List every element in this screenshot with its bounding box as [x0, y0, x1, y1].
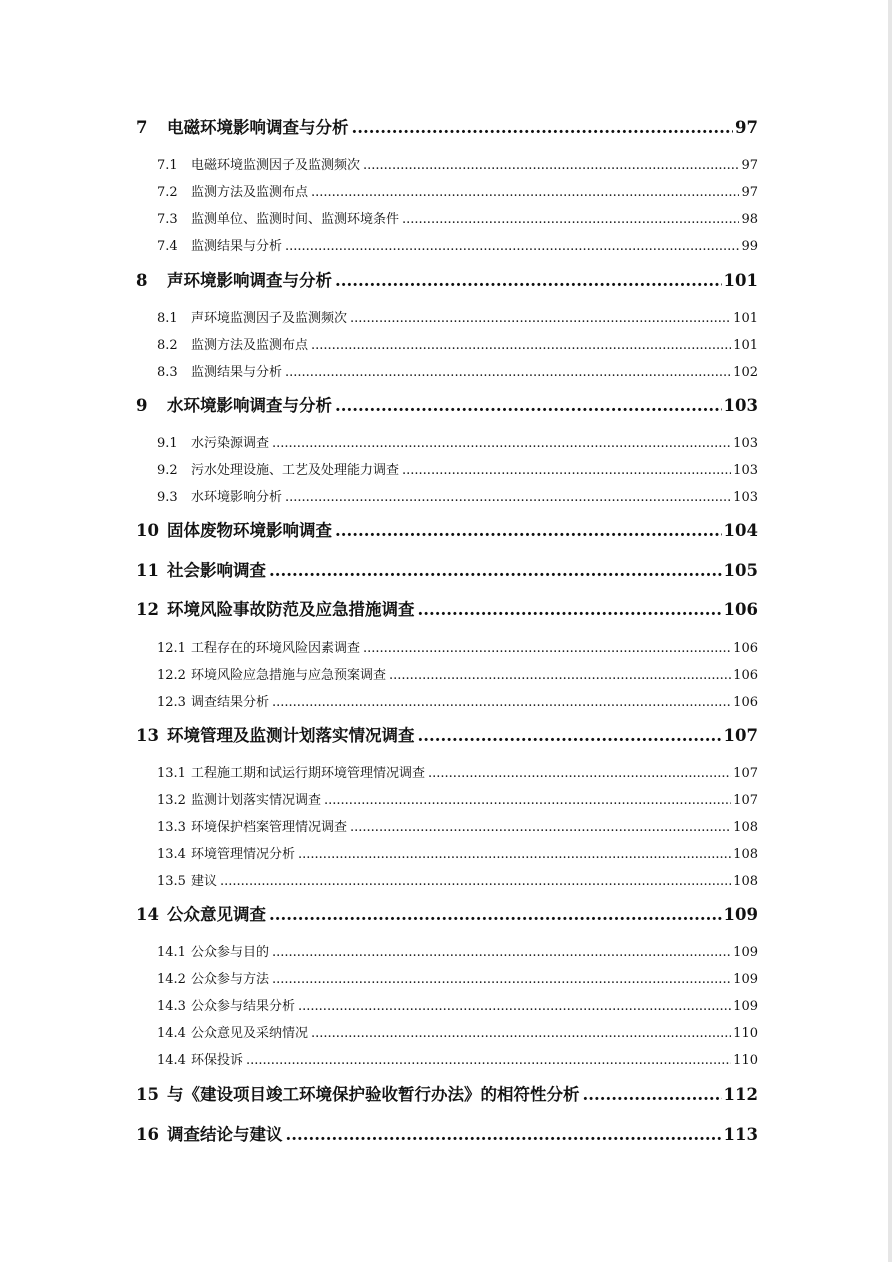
toc-entry-page: 109 — [723, 905, 758, 924]
toc-entry-page: 103 — [733, 436, 758, 451]
toc-entry-title: 环境风险应急措施与应急预案调查 — [191, 668, 387, 683]
toc-entry-16[interactable] — [136, 1121, 758, 1145]
toc-entry-title: 公众意见调查 — [167, 905, 266, 924]
toc-entry-number: 14.4 — [157, 1053, 186, 1068]
toc-entry-title: 声环境影响调查与分析 — [167, 271, 332, 290]
toc-entry-number: 7 — [136, 118, 148, 137]
toc-entry-7-2[interactable] — [157, 181, 758, 201]
toc-entry-page: 97 — [741, 158, 758, 173]
toc-entry-page: 113 — [723, 1125, 758, 1144]
toc-entry-page: 110 — [733, 1053, 758, 1068]
dot-leader — [246, 1053, 731, 1068]
toc-entry-title: 声环境监测因子及监测频次 — [191, 311, 348, 326]
toc-entry-number: 10 — [136, 521, 159, 540]
toc-entry-page: 106 — [733, 695, 758, 710]
toc-entry-title: 监测单位、监测时间、监测环境条件 — [191, 212, 400, 227]
toc-entry-8-3[interactable] — [157, 361, 758, 381]
dot-leader — [583, 1085, 722, 1104]
toc-entry-number: 9.2 — [157, 463, 178, 478]
toc-entry-number: 13 — [136, 726, 159, 745]
toc-entry-title: 水环境影响分析 — [191, 490, 283, 505]
toc-entry-13-4[interactable] — [157, 843, 758, 863]
toc-entry-number: 14.1 — [157, 945, 186, 960]
toc-entry-13[interactable] — [136, 722, 758, 746]
toc-entry-title: 水污染源调查 — [191, 436, 270, 451]
toc-entry-title: 监测结果与分析 — [191, 365, 283, 380]
toc-entry-title: 公众参与目的 — [191, 945, 270, 960]
dot-leader — [389, 668, 731, 683]
toc-entry-number: 15 — [136, 1085, 159, 1104]
dot-leader — [272, 972, 731, 987]
dot-leader — [220, 874, 731, 889]
toc-entry-title: 电磁环境影响调查与分析 — [167, 118, 349, 137]
toc-entry-title: 污水处理设施、工艺及处理能力调查 — [191, 463, 400, 478]
toc-entry-number: 12.3 — [157, 695, 186, 710]
dot-leader — [298, 847, 731, 862]
toc-entry-number: 8 — [136, 271, 148, 290]
toc-entry-number: 9 — [136, 396, 148, 415]
dot-leader — [311, 185, 739, 200]
toc-entry-14-4[interactable] — [157, 1022, 758, 1042]
toc-entry-page: 108 — [733, 874, 758, 889]
toc-entry-12[interactable] — [136, 596, 758, 620]
toc-entry-title: 社会影响调查 — [167, 561, 266, 580]
toc-entry-title: 环境风险事故防范及应急措施调查 — [167, 600, 415, 619]
toc-entry-12-3[interactable] — [157, 691, 758, 711]
toc-entry-9-3[interactable] — [157, 486, 758, 506]
toc-entry-number: 14.2 — [157, 972, 186, 987]
toc-entry-title: 环保投诉 — [191, 1053, 244, 1068]
dot-leader — [363, 641, 731, 656]
toc-entry-number: 13.1 — [157, 766, 186, 781]
dot-leader — [402, 463, 731, 478]
dot-leader — [269, 905, 722, 924]
toc-entry-title: 公众参与结果分析 — [191, 999, 296, 1014]
toc-entry-number: 8.1 — [157, 311, 178, 326]
dot-leader — [350, 311, 731, 326]
toc-entry-12-2[interactable] — [157, 664, 758, 684]
toc-entry-number: 8.3 — [157, 365, 178, 380]
toc-entry-page: 106 — [723, 600, 758, 619]
toc-entry-title: 公众意见及采纳情况 — [191, 1026, 309, 1041]
toc-entry-page: 98 — [741, 212, 758, 227]
toc-entry-number: 14.4 — [157, 1026, 186, 1041]
toc-entry-number: 16 — [136, 1125, 159, 1144]
dot-leader — [335, 396, 722, 415]
toc-entry-13-2[interactable] — [157, 789, 758, 809]
toc-entry-11[interactable] — [136, 557, 758, 581]
dot-leader — [402, 212, 739, 227]
toc-entry-13-3[interactable] — [157, 816, 758, 836]
toc-entry-page: 103 — [733, 490, 758, 505]
toc-entry-15[interactable] — [136, 1081, 758, 1105]
toc-entry-page: 108 — [733, 820, 758, 835]
dot-leader — [269, 561, 722, 580]
toc-entry-number: 9.1 — [157, 436, 178, 451]
toc-entry-title: 环境管理情况分析 — [191, 847, 296, 862]
toc-entry-number: 12.1 — [157, 641, 186, 656]
toc-entry-title: 监测方法及监测布点 — [191, 185, 309, 200]
toc-entry-13-5[interactable] — [157, 870, 758, 890]
toc-entry-number: 8.2 — [157, 338, 178, 353]
toc-entry-title: 建议 — [191, 874, 218, 889]
toc-entry-number: 13.3 — [157, 820, 186, 835]
toc-entry-page: 104 — [723, 521, 758, 540]
toc-entry-page: 101 — [733, 311, 758, 326]
toc-entry-page: 107 — [723, 726, 758, 745]
toc-entry-page: 112 — [723, 1085, 758, 1104]
dot-leader — [418, 600, 722, 619]
toc-entry-title: 固体废物环境影响调查 — [167, 521, 332, 540]
dot-leader — [298, 999, 731, 1014]
toc-entry-14-4-b[interactable] — [157, 1049, 758, 1069]
dot-leader — [272, 695, 731, 710]
toc-entry-13-1[interactable] — [157, 762, 758, 782]
dot-leader — [324, 793, 731, 808]
dot-leader — [428, 766, 731, 781]
toc-entry-title: 监测方法及监测布点 — [191, 338, 309, 353]
toc-entry-title: 监测计划落实情况调查 — [191, 793, 322, 808]
dot-leader — [335, 271, 722, 290]
toc-entry-page: 103 — [723, 396, 758, 415]
toc-entry-7[interactable] — [136, 114, 758, 138]
dot-leader — [352, 118, 734, 137]
dot-leader — [418, 726, 722, 745]
dot-leader — [350, 820, 731, 835]
toc-entry-page: 106 — [733, 641, 758, 656]
dot-leader — [286, 1125, 722, 1144]
toc-entry-page: 107 — [733, 766, 758, 781]
toc-entry-page: 101 — [733, 338, 758, 353]
dot-leader — [272, 945, 731, 960]
toc-entry-title: 与《建设项目竣工环境保护验收暂行办法》的相符性分析 — [167, 1085, 580, 1104]
toc-entry-title: 监测结果与分析 — [191, 239, 283, 254]
toc-entry-title: 环境保护档案管理情况调查 — [191, 820, 348, 835]
dot-leader — [285, 239, 739, 254]
toc-entry-12-1[interactable] — [157, 637, 758, 657]
toc-entry-14-3[interactable] — [157, 995, 758, 1015]
toc-entry-number: 7.1 — [157, 158, 178, 173]
toc-entry-8-1[interactable] — [157, 307, 758, 327]
toc-entry-8-2[interactable] — [157, 334, 758, 354]
toc-entry-number: 9.3 — [157, 490, 178, 505]
toc-entry-number: 14 — [136, 905, 159, 924]
dot-leader — [285, 365, 731, 380]
toc-entry-7-3[interactable] — [157, 208, 758, 228]
toc-entry-number: 12 — [136, 600, 159, 619]
dot-leader — [335, 521, 722, 540]
toc-entry-14-2[interactable] — [157, 968, 758, 988]
toc-entry-title: 工程施工期和试运行期环境管理情况调查 — [191, 766, 426, 781]
toc-entry-page: 108 — [733, 847, 758, 862]
toc-entry-page: 109 — [733, 972, 758, 987]
toc-entry-title: 调查结论与建议 — [167, 1125, 283, 1144]
toc-entry-title: 公众参与方法 — [191, 972, 270, 987]
toc-entry-title: 水环境影响调查与分析 — [167, 396, 332, 415]
dot-leader — [363, 158, 739, 173]
toc-entry-14[interactable] — [136, 901, 758, 925]
toc-entry-number: 7.2 — [157, 185, 178, 200]
toc-entry-number: 13.4 — [157, 847, 186, 862]
dot-leader — [285, 490, 731, 505]
toc-entry-9-2[interactable] — [157, 459, 758, 479]
toc-entry-page: 107 — [733, 793, 758, 808]
toc-entry-page: 97 — [735, 118, 758, 137]
toc-entry-page: 101 — [723, 271, 758, 290]
toc-entry-7-4[interactable] — [157, 235, 758, 255]
toc-entry-title: 工程存在的环境风险因素调查 — [191, 641, 361, 656]
toc-entry-page: 97 — [741, 185, 758, 200]
toc-entry-page: 102 — [733, 365, 758, 380]
toc-entry-number: 13.2 — [157, 793, 186, 808]
toc-entry-8[interactable] — [136, 267, 758, 291]
toc-entry-page: 99 — [741, 239, 758, 254]
toc-entry-page: 110 — [733, 1026, 758, 1041]
toc-entry-number: 11 — [136, 561, 159, 580]
toc-entry-number: 7.4 — [157, 239, 178, 254]
toc-entry-title: 环境管理及监测计划落实情况调查 — [167, 726, 415, 745]
toc-entry-title: 电磁环境监测因子及监测频次 — [191, 158, 361, 173]
toc-entry-page: 109 — [733, 945, 758, 960]
toc-entry-9[interactable] — [136, 392, 758, 416]
toc-entry-14-1[interactable] — [157, 941, 758, 961]
toc-entry-page: 106 — [733, 668, 758, 683]
toc-entry-10[interactable] — [136, 517, 758, 541]
toc-entry-page: 109 — [733, 999, 758, 1014]
toc-entry-title: 调查结果分析 — [191, 695, 270, 710]
toc-entry-7-1[interactable] — [157, 154, 758, 174]
toc-entry-number: 12.2 — [157, 668, 186, 683]
toc-entry-number: 14.3 — [157, 999, 186, 1014]
dot-leader — [311, 338, 731, 353]
dot-leader — [272, 436, 731, 451]
toc-entry-page: 103 — [733, 463, 758, 478]
toc-entry-number: 13.5 — [157, 874, 186, 889]
dot-leader — [311, 1026, 731, 1041]
toc-entry-number: 7.3 — [157, 212, 178, 227]
toc-entry-page: 105 — [723, 561, 758, 580]
toc-entry-9-1[interactable] — [157, 432, 758, 452]
